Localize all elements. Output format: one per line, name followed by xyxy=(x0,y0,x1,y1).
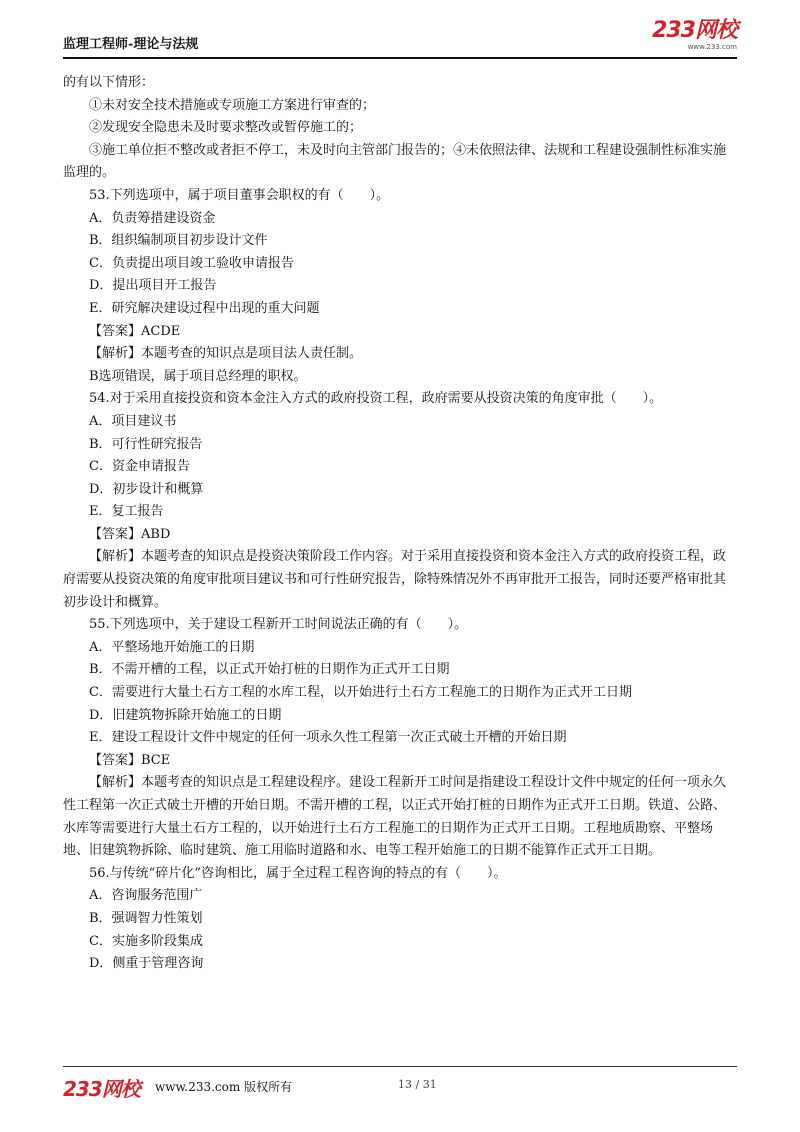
text-line: A．项目建议书 xyxy=(89,413,177,429)
logo-url: www.233.com xyxy=(687,43,737,51)
text-line: A．平整场地开始施工的日期 xyxy=(89,639,255,655)
text-line: D．旧建筑物拆除开始施工的日期 xyxy=(89,707,282,723)
brand-logo xyxy=(652,20,737,51)
text-line: B．不需开槽的工程，以正式开始打桩的日期作为正式开工日期 xyxy=(89,662,450,678)
text-line: 54.对于采用直接投资和资本金注入方式的政府投资工程，政府需要从投资决策的角度审批（ ）。 xyxy=(89,391,663,407)
text-line: 56.与传统“碎片化”咨询相比，属于全过程工程咨询的特点的有（ ）。 xyxy=(89,865,507,881)
text-line: 的有以下情形： xyxy=(63,75,155,90)
text-line: ②发现安全隐患未及时要求整改或暂停施工的； xyxy=(89,120,363,136)
text-line: C．需要进行大量土石方工程的水库工程，以开始进行土石方工程施工的日期作为正式开工日期 xyxy=(89,685,632,701)
document-title: 监理工程师-理论与法规 xyxy=(63,37,199,52)
text-line: D．提出项目开工报告 xyxy=(89,278,217,294)
text-line: 【答案】BCE xyxy=(89,752,171,768)
logo-text: 233网校 xyxy=(652,18,737,43)
page-header xyxy=(63,16,737,54)
text-line: C．实施多阶段集成 xyxy=(89,933,203,949)
text-line: 【解析】本题考查的知识点是项目法人责任制。 xyxy=(89,346,363,362)
copyright-text: www.233.com 版权所有 xyxy=(155,1080,293,1094)
text-line: B．可行性研究报告 xyxy=(89,436,203,452)
document-body xyxy=(63,72,737,976)
text-line: 53.下列选项中，属于项目董事会职权的有（ ）。 xyxy=(89,187,390,203)
text-line: E．建设工程设计文件中规定的任何一项永久性工程第一次正式破土开槽的开始日期 xyxy=(89,730,567,746)
page-number: 13 / 31 xyxy=(398,1078,437,1091)
text-line: A．负责筹措建设资金 xyxy=(89,210,216,226)
text-line: ①未对安全技术措施或专项施工方案进行审查的； xyxy=(89,97,376,113)
footer-divider xyxy=(63,1066,737,1067)
text-line: 55.下列选项中，关于建设工程新开工时间说法正确的有（ ）。 xyxy=(89,617,468,633)
text-line: E．复工报告 xyxy=(89,504,164,520)
page-footer xyxy=(63,1073,737,1101)
text-line: 【解析】本题考查的知识点是投资决策阶段工作内容。对于采用直接投资和资本金注入方式的政府投资工程，政府需要从投资决策的角度审批项目建议书和可行性研究报告，除特殊情况外不再审批开工报告，同时还要严格审批其初步设计和概算。 xyxy=(63,549,727,610)
text-line: B．组织编制项目初步设计文件 xyxy=(89,233,268,249)
text-line: 【答案】ACDE xyxy=(89,323,181,339)
text-line: B．强调智力性策划 xyxy=(89,910,203,926)
text-line: D．侧重于管理咨询 xyxy=(89,956,204,972)
text-line: C．资金申请报告 xyxy=(89,459,190,475)
text-line: 【解析】本题考查的知识点是工程建设程序。建设工程新开工时间是指建设工程设计文件中规定的任何一项永久性工程第一次正式破土开槽的开始日期。不需开槽的工程，以正式开始打桩的日期作为正式开工日期。铁道、公路、水库等需要进行大量土石方工程的，以开始进行土石方工程施工的日期作为正式开工日期。工程地质勘察、平整场地、旧建筑物拆除、临时建筑、施工用临时道路和水、电等工程开始施工的日期不能算作正式开工日期。 xyxy=(63,775,727,859)
footer-logo: 233网校 xyxy=(63,1077,140,1101)
header-divider xyxy=(63,57,737,59)
text-line: 【答案】ABD xyxy=(89,526,171,542)
text-line: E．研究解决建设过程中出现的重大问题 xyxy=(89,300,320,316)
text-line: D．初步设计和概算 xyxy=(89,481,204,497)
text-line: B选项错误，属于项目总经理的职权。 xyxy=(89,368,307,384)
text-line: ③施工单位拒不整改或者拒不停工，未及时向主管部门报告的；④未依照法律、法规和工程建设强制性标准实施监理的。 xyxy=(63,142,727,181)
text-line: A．咨询服务范围广 xyxy=(89,888,203,904)
text-line: C．负责提出项目竣工验收申请报告 xyxy=(89,255,294,271)
